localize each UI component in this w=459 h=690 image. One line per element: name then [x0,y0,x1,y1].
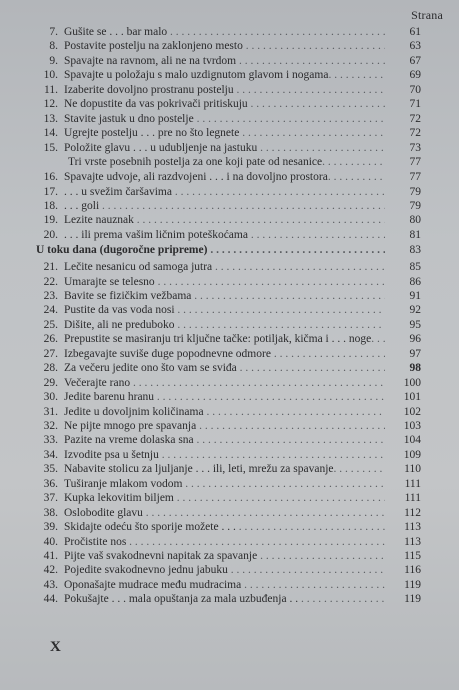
toc-entry-page: 85 [409,261,421,274]
toc-entry-page: 103 [403,419,421,432]
toc-entry-page: 97 [409,348,421,361]
toc-entry-page: 69 [409,69,421,82]
toc-entry-page: 70 [409,83,421,96]
toc-entry-number: 25. [43,318,58,331]
toc-entry-number: 24. [43,304,58,317]
toc-entry-title: Položite glavu . . . u udubljenje na jastuku . . . [64,142,385,155]
toc-entry-title: Izaberite dovoljno prostranu postelju . . . [64,84,385,97]
toc-entry [36,290,421,303]
toc-entry-page: 61 [409,26,421,38]
toc-entry [36,492,421,505]
toc-entry-title: Stavite jastuk u dno postelje . . . [64,113,385,126]
toc-entry-title: Umarajte se telesno . . . [64,276,385,289]
toc-entry [36,434,421,447]
toc-entry [36,521,421,534]
toc-entry-number: 8. [49,40,58,53]
toc-entry [36,69,421,82]
toc-entry [36,304,421,317]
toc-entry-page: 102 [403,405,421,418]
toc-entry-number: 33. [43,434,58,447]
toc-entry-page: 86 [409,275,421,288]
toc-section-heading [36,244,421,257]
toc-entry-title: U toku dana (dugoročne pripreme) . . . [36,244,385,257]
toc-entry-page: 112 [404,506,421,519]
toc-entry [36,200,421,213]
toc-entry [36,593,421,606]
toc-entry [36,348,421,361]
toc-entry-number: 16. [43,170,58,183]
toc-entry-title: Pročistite nos . . . [64,536,385,549]
toc-entry-number: 34. [43,448,58,461]
toc-entry-title: Skidajte odeću što sporije možete . . . . . . [64,521,385,534]
toc-entry-title: Izbegavajte suviše duge popodnevne odmore . . . [64,348,385,361]
toc-entry-number: 35. [43,463,58,476]
toc-entry-title: Izvodite psa u šetnju . . . [64,449,385,462]
toc-entry-number: 12. [43,98,58,111]
toc-entry-number: 11. [44,83,58,96]
toc-entry [36,406,421,419]
toc-entry [36,333,421,346]
toc-entry-page: 109 [403,448,421,461]
toc-entry-number: 39. [43,521,58,534]
toc-entry [36,156,421,169]
toc-entry [36,55,421,68]
page-column-header: Strana [411,8,443,22]
toc-entry-page: 104 [403,434,421,447]
toc-entry-page: 71 [409,98,421,111]
toc-entry-number: 17. [43,185,58,198]
toc-entry-number: 20. [43,228,58,241]
toc-entry [36,84,421,97]
toc-entry-number: 10. [43,69,58,82]
toc-entry [36,536,421,549]
toc-entry-number: 13. [43,112,58,125]
toc-entry-number: 37. [43,492,58,505]
toc-entry [36,229,421,242]
toc-entry-page: 77 [409,155,421,168]
toc-entry-title: Večerajte rano . . . [64,377,385,390]
toc-entry-title: Bavite se fizičkim vežbama . . . [64,290,385,303]
toc-entry-page: 113 [404,521,421,534]
toc-entry-number: 23. [43,290,58,303]
toc-entry [36,579,421,592]
toc-entry-number: 15. [43,141,58,154]
toc-entry [36,171,421,184]
toc-entry-number: 9. [49,54,58,67]
toc-entry-page: 92 [409,304,421,317]
toc-entry-page: 110 [404,463,421,476]
toc-entry-title: Tri vrste posebnih postelja za one koji pate od nesanice . . . [64,156,385,169]
toc-entry-title: Kupka lekovitim biljem . . . [64,492,385,505]
toc-entry-page: 73 [409,141,421,154]
toc-entry [36,40,421,53]
toc-entry-page: 111 [404,477,421,490]
toc-entry-number: 22. [43,275,58,288]
toc-entry [36,550,421,563]
toc-entry-number: 38. [43,506,58,519]
toc-entry [36,186,421,199]
toc-entry-page: 91 [409,290,421,303]
toc-entry-title: Za večeru jedite ono što vam se sviđa . . . [64,362,385,375]
toc-entry-title: Spavajte u položaju s malo uzdignutom glavom i nogama . . . [64,69,385,82]
toc-entry-title: Pazite na vreme dolaska sna . . . [64,434,385,447]
toc-entry-page: 101 [403,391,421,404]
toc-entry-title: Jedite u dovoljnim količinama . . . [64,406,385,419]
toc-entry [36,449,421,462]
toc-entry-number: 26. [43,333,58,346]
toc-entry-page: 79 [409,185,421,198]
toc-entry-title: Pokušajte . . . mala opuštanja za mala uzbuđenja . . . . . [64,593,385,606]
toc-entry [36,113,421,126]
toc-entry-number: 28. [43,362,58,375]
toc-entry-page: 98 [409,362,421,375]
toc-entry-title: Gušite se . . . bar malo . . . [64,26,385,39]
toc-entry-page: 95 [409,318,421,331]
toc-entry [36,478,421,491]
toc-entry-page: 80 [409,214,421,227]
toc-entry [36,377,421,390]
toc-entry-page: 67 [409,54,421,67]
toc-entry-title: . . . goli . . . [64,200,385,213]
toc-entry-page: 63 [409,40,421,53]
page-roman-numeral: X [50,639,61,655]
toc-entry-title: Spavajte na ravnom, ali ne na tvrdom . . . [64,55,385,68]
toc-entry-number: 43. [43,578,58,591]
toc-entry-number: 36. [43,477,58,490]
toc-entry-title: Oponašajte mudrace među mudracima . . . [64,579,385,592]
toc-entry-page: 72 [409,127,421,140]
toc-entry-title: Oslobodite glavu . . . [64,507,385,520]
toc-entry [36,98,421,111]
toc-entry [36,420,421,433]
toc-entry-number: 19. [43,214,58,227]
toc-entry [36,319,421,332]
toc-entry-number: 42. [43,564,58,577]
toc-entry [36,564,421,577]
toc-entry-title: Lezite nauznak . . . [64,214,385,227]
toc-entry-page: 72 [409,112,421,125]
toc-entry-page: 79 [409,199,421,212]
toc-entry [36,142,421,155]
toc-entry-number: 7. [49,26,58,38]
toc-entry-title: Tuširanje mlakom vodom . . . [64,478,385,491]
toc-entry-title: Ugrejte postelju . . . pre no što legnete . . . [64,127,385,140]
toc-entry-number: 44. [43,593,58,606]
toc-entry-number: 21. [43,261,58,274]
toc-entry-title: Pustite da vas voda nosi . . . [64,304,385,317]
toc-entry-page: 119 [404,578,421,591]
toc-entry-title: Pijte vaš svakodnevni napitak za spavanje . . . [64,550,385,563]
toc-entry-title: Spavajte udvoje, ali razdvojeni . . . i na dovoljno prostora . . . [64,171,385,184]
toc-entry [36,391,421,404]
toc-entry-number: 31. [43,405,58,418]
toc-entry-page: 119 [404,593,421,606]
toc-entry-page: 115 [404,549,421,562]
toc-entry-page: 100 [403,376,421,389]
toc-entry [36,127,421,140]
toc-entry-number: 30. [43,391,58,404]
toc-entry-title: Dišite, ali ne preduboko . . . [64,319,385,332]
toc-entry [36,214,421,227]
toc-entry-title: . . . u svežim čaršavima . . . [64,186,385,199]
toc-entry-title: Postavite postelju na zaklonjeno mesto . . . [64,40,385,53]
toc-entry-page: 77 [409,170,421,183]
toc-entry-title: Pojedite svakodnevno jednu jabuku . . . [64,564,385,577]
toc-entry-page: 113 [404,535,421,548]
toc-entry-title: Nabavite stolicu za ljuljanje . . . ili, leti, mrežu za spavanje . . . [64,463,385,476]
toc-entry-title: . . . ili prema vašim ličnim poteškoćama . . . [64,229,385,242]
table-of-contents [36,26,421,607]
toc-entry-title: Lečite nesanicu od samoga jutra . . . [64,261,385,274]
toc-entry [36,463,421,476]
toc-entry [36,26,421,39]
toc-entry-number: 41. [43,549,58,562]
toc-entry [36,362,421,375]
toc-entry-page: 81 [409,228,421,241]
toc-entry-page: 116 [404,564,421,577]
toc-entry [36,507,421,520]
toc-entry-title: Ne dopustite da vas pokrivači pritiskuju . . . [64,98,385,111]
toc-entry-number: 18. [43,199,58,212]
toc-entry-number: 40. [43,535,58,548]
toc-entry-number: 27. [43,348,58,361]
toc-entry-number: 32. [43,419,58,432]
toc-entry [36,261,421,274]
toc-entry-title: Prepustite se masiranju tri ključne tačke: potiljak, kičma i . . . noge . . . [64,333,385,346]
toc-entry-title: Jedite barenu hranu . . . [64,391,385,404]
toc-entry-page: 83 [409,244,421,257]
toc-entry-number: 29. [43,376,58,389]
toc-entry-page: 96 [409,333,421,346]
toc-entry [36,276,421,289]
toc-entry-title: Ne pijte mnogo pre spavanja . . . [64,420,385,433]
toc-entry-page: 111 [404,492,421,505]
toc-entry-number: 14. [43,127,58,140]
